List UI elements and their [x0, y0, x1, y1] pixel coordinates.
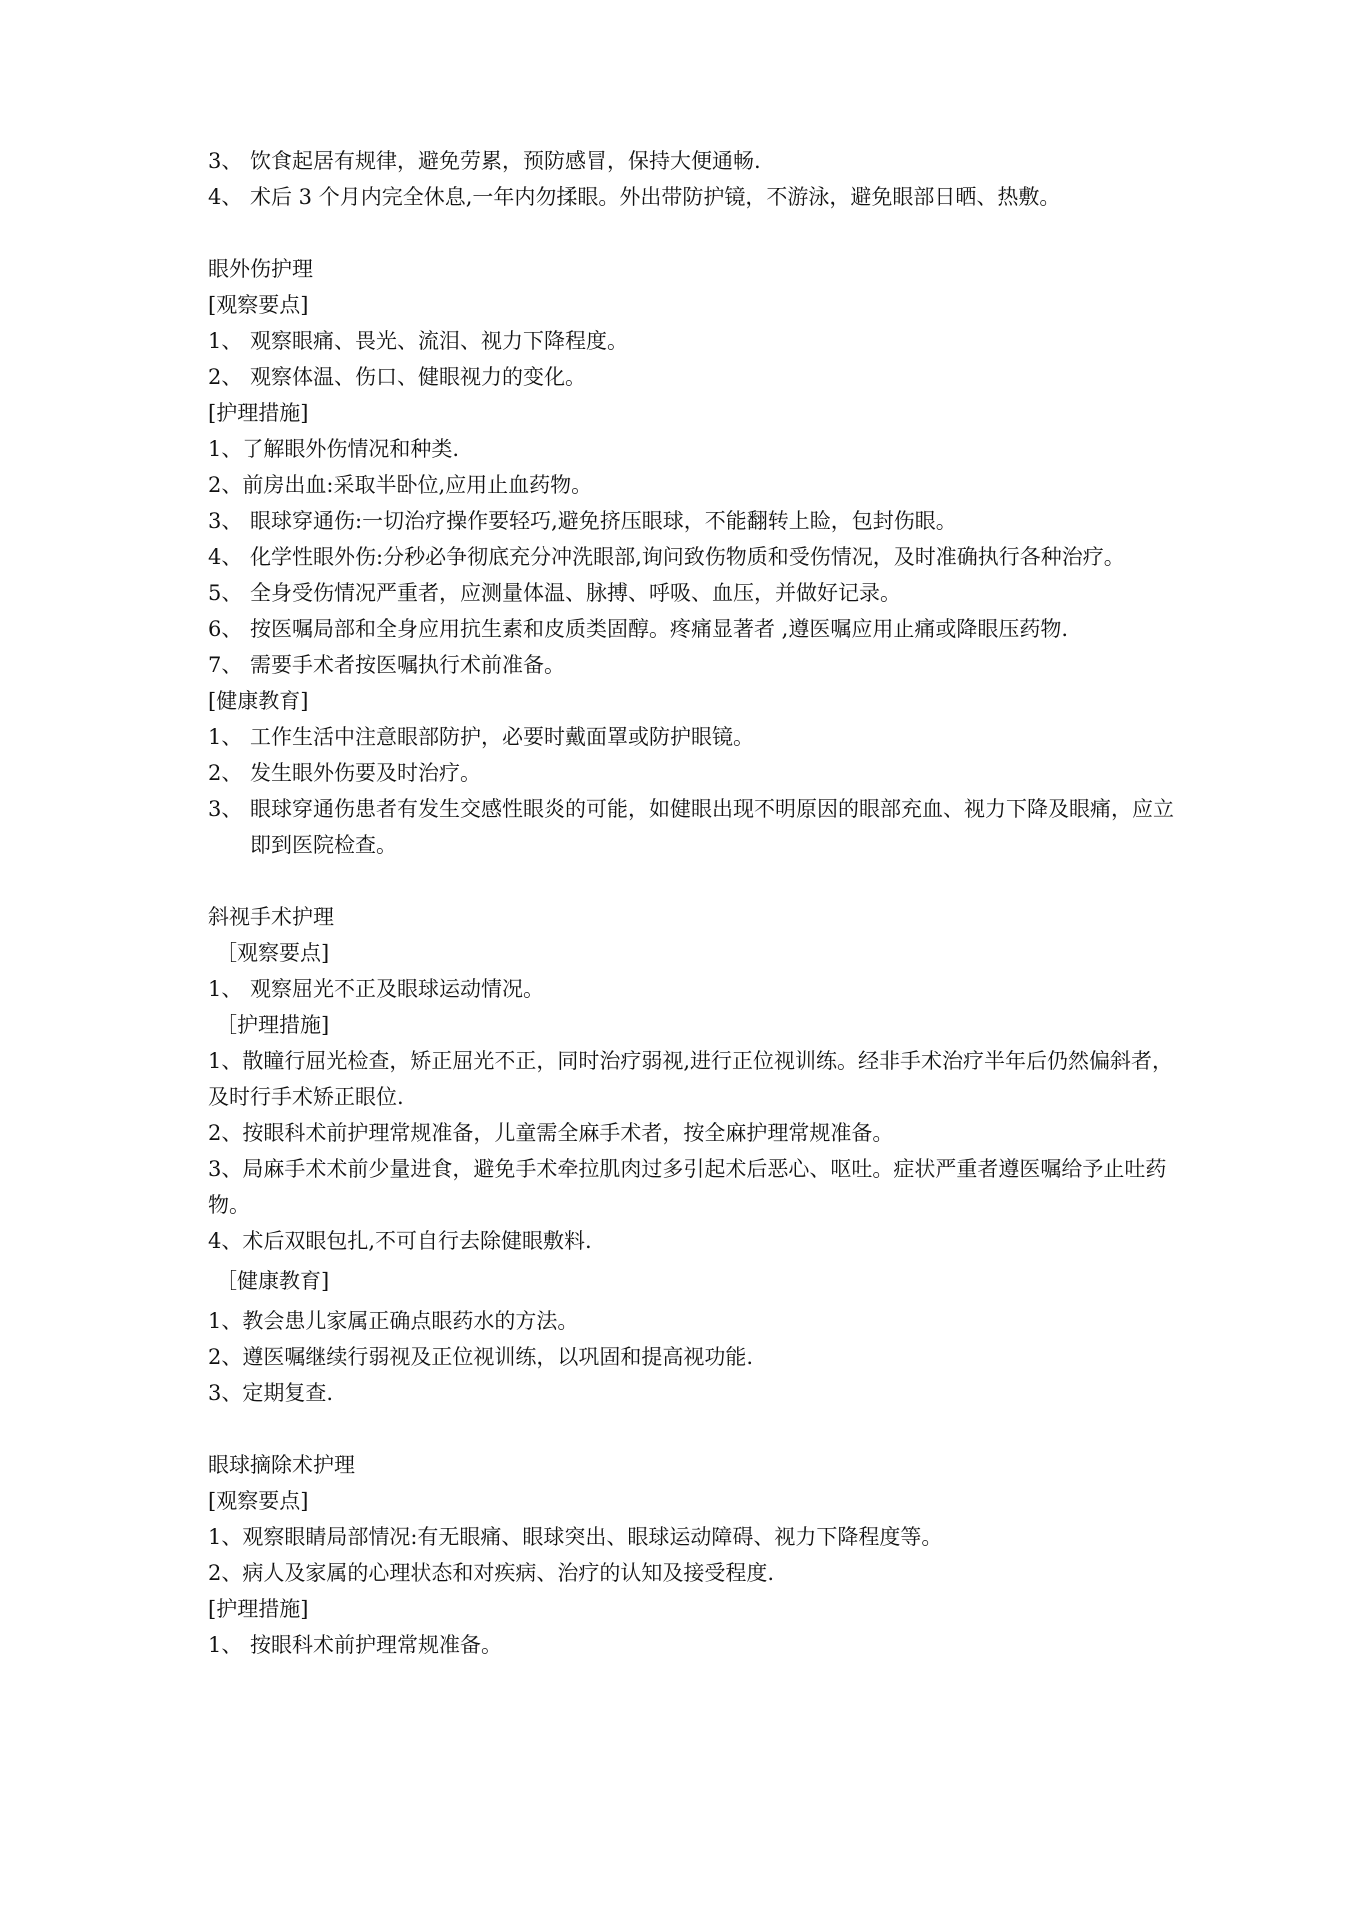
item-text: 发生眼外伤要及时治疗。 [250, 761, 481, 785]
list-item [208, 755, 1188, 791]
item-text: 观察体温、伤口、健眼视力的变化。 [250, 365, 586, 389]
list-item [208, 575, 1188, 611]
item-text: 需要手术者按医嘱执行术前准备。 [250, 653, 565, 677]
item-number: 3、 [208, 149, 243, 173]
item-text: 眼球穿通伤:一切治疗操作要轻巧,避免挤压眼球，不能翻转上睑，包封伤眼。 [250, 509, 957, 533]
list-item [208, 143, 1188, 179]
item-number: 1、 [208, 1633, 243, 1657]
list-item: 1、教会患儿家属正确点眼药水的方法。 [208, 1309, 579, 1333]
list-item: 3、定期复查. [208, 1381, 334, 1405]
list-item: 4、术后双眼包扎,不可自行去除健眼敷料. [208, 1229, 592, 1253]
item-number: 1、 [208, 977, 243, 1001]
item-text: 按医嘱局部和全身应用抗生素和皮质类固醇。疼痛显著者 ,遵医嘱应用止痛或降眼压药物. [250, 617, 1069, 641]
item-text: 按眼科术前护理常规准备。 [250, 1633, 502, 1657]
list-item [208, 503, 1188, 539]
item-number: 2、 [208, 761, 243, 785]
section-title-eye-trauma: 眼外伤护理 [208, 257, 313, 281]
list-item [208, 323, 1188, 359]
section-title-enucleation: 眼球摘除术护理 [208, 1453, 355, 1477]
item-text: 饮食起居有规律，避免劳累，预防感冒，保持大便通畅. [250, 149, 761, 173]
subsection-label-care: [护理措施] [208, 401, 309, 425]
item-number: 6、 [208, 617, 243, 641]
item-number: 3、 [208, 797, 243, 821]
section-title-strabismus: 斜视手术护理 [208, 905, 334, 929]
subsection-label-observation: ［观察要点] [216, 941, 330, 965]
item-number: 2、 [208, 365, 243, 389]
list-item [208, 971, 1188, 1007]
item-number: 4、 [208, 545, 243, 569]
list-item: 2、病人及家属的心理状态和对疾病、治疗的认知及接受程度. [208, 1561, 775, 1585]
item-text: 了解眼外伤情况和种类. [242, 437, 460, 461]
list-item [208, 791, 1188, 863]
item-text: 观察屈光不正及眼球运动情况。 [250, 977, 544, 1001]
list-item [208, 431, 1188, 467]
item-number: 5、 [208, 581, 243, 605]
subsection-label-education: [健康教育] [208, 689, 309, 713]
subsection-label-care: [护理措施] [208, 1597, 309, 1621]
item-number: 1、 [208, 329, 243, 353]
list-item [208, 179, 1188, 215]
item-number: 1、 [208, 725, 243, 749]
list-item [208, 1627, 1188, 1663]
list-item: 2、按眼科术前护理常规准备，儿童需全麻手术者，按全麻护理常规准备。 [208, 1121, 894, 1145]
item-text: 眼球穿通伤患者有发生交感性眼炎的可能，如健眼出现不明原因的眼部充血、视力下降及眼痛，应立即到医院检查。 [250, 797, 1174, 857]
list-item [208, 611, 1188, 647]
item-number: 4、 [208, 185, 243, 209]
item-text: 观察眼痛、畏光、流泪、视力下降程度。 [250, 329, 628, 353]
subsection-label-education: ［健康教育] [216, 1269, 330, 1293]
item-text: 前房出血:采取半卧位,应用止血药物。 [242, 473, 593, 497]
item-text: 全身受伤情况严重者，应测量体温、脉搏、呼吸、血压，并做好记录。 [250, 581, 901, 605]
list-item [208, 359, 1188, 395]
list-item: 3、局麻手术术前少量进食，避免手术牵拉肌肉过多引起术后恶心、呕吐。症状严重者遵医嘱给予止吐药物。 [208, 1157, 1167, 1217]
item-number: 7、 [208, 653, 243, 677]
subsection-label-care: ［护理措施] [216, 1013, 330, 1037]
list-item: 1、观察眼睛局部情况:有无眼痛、眼球突出、眼球运动障碍、视力下降程度等。 [208, 1525, 943, 1549]
list-item [208, 539, 1188, 575]
list-item [208, 719, 1188, 755]
subsection-label-observation: [观察要点] [208, 293, 309, 317]
list-item: 2、遵医嘱继续行弱视及正位视训练，以巩固和提高视功能. [208, 1345, 754, 1369]
item-number: 1、 [208, 437, 243, 461]
item-text: 术后 3 个月内完全休息,一年内勿揉眼。外出带防护镜，不游泳，避免眼部日晒、热敷。 [250, 185, 1061, 209]
document-page [208, 143, 1188, 1663]
item-text: 化学性眼外伤:分秒必争彻底充分冲洗眼部,询问致伤物质和受伤情况，及时准确执行各种治疗。 [250, 545, 1125, 569]
list-item: 1、散瞳行屈光检查，矫正屈光不正，同时治疗弱视,进行正位视训练。经非手术治疗半年后仍然偏斜者，及时行手术矫正眼位. [208, 1049, 1174, 1109]
list-item [208, 647, 1188, 683]
item-number: 3、 [208, 509, 243, 533]
item-number: 2、 [208, 473, 243, 497]
list-item [208, 467, 1188, 503]
subsection-label-observation: [观察要点] [208, 1489, 309, 1513]
item-text: 工作生活中注意眼部防护，必要时戴面罩或防护眼镜。 [250, 725, 754, 749]
